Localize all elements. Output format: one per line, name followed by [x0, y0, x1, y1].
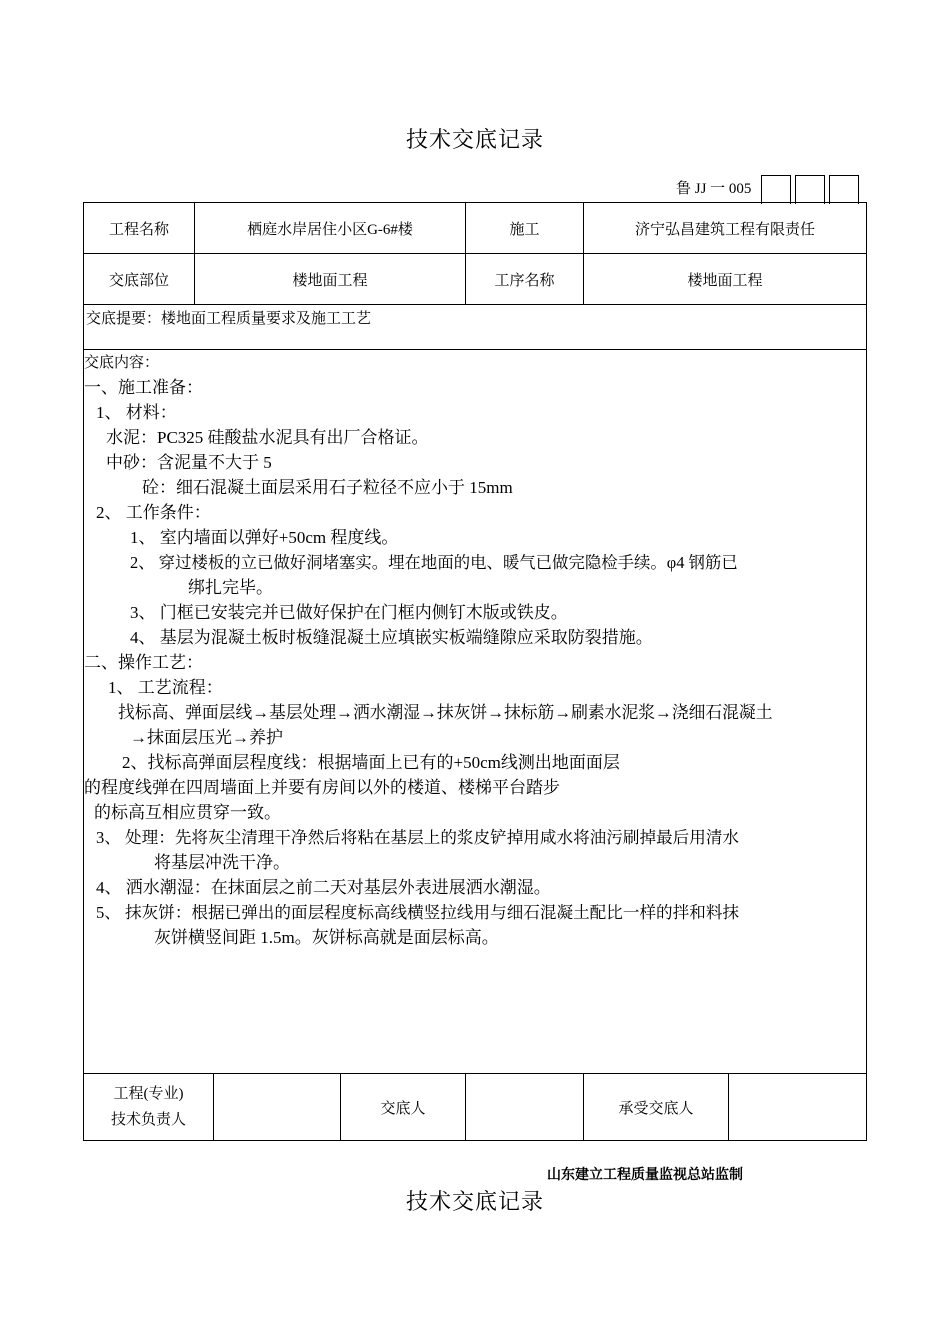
content-line: 水泥：PC325 硅酸盐水泥具有出厂合格证。	[106, 428, 429, 447]
content-line: 1、 工艺流程：	[108, 678, 223, 697]
next-page-title: 技术交底记录	[405, 1190, 544, 1215]
content-line: 的程度线弹在四周墙面上并要有房间以外的楼道、楼梯平台踏步	[84, 778, 560, 797]
issuing-organization: 山东建立工程质量监视总站监制	[547, 1167, 743, 1183]
content-line: 3、 门框已安装完并已做好保护在门框内侧钉木版或铁皮。	[130, 603, 568, 622]
content-heading: 交底内容：	[84, 355, 160, 371]
code-box-2	[795, 175, 825, 204]
content-line: 中砂：含泥量不大于 5	[106, 453, 272, 472]
tech-lead-label-line2: 技术负责人	[110, 1112, 186, 1128]
receiver-signature-cell	[729, 1074, 867, 1141]
form-code: 鲁 JJ 一 005	[676, 181, 752, 197]
disclosure-form	[83, 202, 867, 1141]
content-line: 将基层冲洗干净。	[154, 853, 290, 872]
process-label: 工序名称	[466, 254, 584, 305]
content-line: 2、 工作条件：	[96, 503, 211, 522]
content-line: 4、 基层为混凝土板时板缝混凝土应填嵌实板端缝隙应采取防裂措施。	[130, 628, 653, 647]
content-line: 绑扎完毕。	[188, 578, 273, 597]
content-line: 找标高、弹面层线→基层处理→洒水潮湿→抹灰饼→抹标筋→刷素水泥浆→浇细石混凝土	[118, 703, 773, 722]
construction-value: 济宁弘昌建筑工程有限责任	[584, 203, 867, 254]
project-name-value: 栖庭水岸居住小区G-6#楼	[195, 203, 466, 254]
discloser-signature-cell	[466, 1074, 584, 1141]
content-line: 5、 抹灰饼：根据已弹出的面层程度标高线横竖拉线用与细石混凝土配比一样的拌和料抹	[96, 903, 740, 922]
form-code-row	[676, 174, 859, 204]
tech-lead-label	[84, 1074, 214, 1141]
content-line: 1、 室内墙面以弹好+50cm 程度线。	[130, 528, 399, 547]
part-label: 交底部位	[84, 254, 195, 305]
content-line: 灰饼横竖间距 1.5m。灰饼标高就是面层标高。	[154, 928, 499, 947]
discloser-label: 交底人	[341, 1074, 466, 1141]
code-box-1	[761, 175, 791, 204]
content-line: 二、操作工艺：	[84, 653, 203, 672]
tech-lead-label-line1: 工程(专业)	[113, 1086, 184, 1102]
process-value: 楼地面工程	[584, 254, 867, 305]
project-name-label: 工程名称	[84, 203, 195, 254]
content-line: →抹面层压光→养护	[130, 728, 283, 747]
tech-lead-signature-cell	[214, 1074, 341, 1141]
disclosure-summary: 交底提要：楼地面工程质量要求及施工工艺	[84, 305, 867, 350]
content-line: 一、施工准备：	[84, 378, 203, 397]
content-line: 3、 处理：先将灰尘清理干净然后将粘在基层上的浆皮铲掉用咸水将油污刷掉最后用清水	[96, 828, 740, 847]
content-line: 1、 材料：	[96, 403, 177, 422]
content-line: 4、 洒水潮湿：在抹面层之前二天对基层外表进展洒水潮湿。	[96, 878, 551, 897]
code-box-3	[829, 175, 859, 204]
document-title: 技术交底记录	[405, 128, 544, 153]
part-value: 楼地面工程	[195, 254, 466, 305]
content-line: 2、找标高弹面层程度线：根据墙面上已有的+50cm线测出地面面层	[122, 753, 620, 772]
construction-label: 施工	[466, 203, 584, 254]
content-line: 2、 穿过楼板的立已做好洞堵塞实。埋在地面的电、暖气已做完隐检手续。φ4 钢筋已	[130, 553, 738, 572]
content-line: 砼：细石混凝土面层采用石子粒径不应小于 15mm	[142, 478, 513, 497]
disclosure-content	[84, 350, 867, 1074]
content-line: 的标高互相应贯穿一致。	[94, 803, 281, 822]
receiver-label: 承受交底人	[584, 1074, 729, 1141]
